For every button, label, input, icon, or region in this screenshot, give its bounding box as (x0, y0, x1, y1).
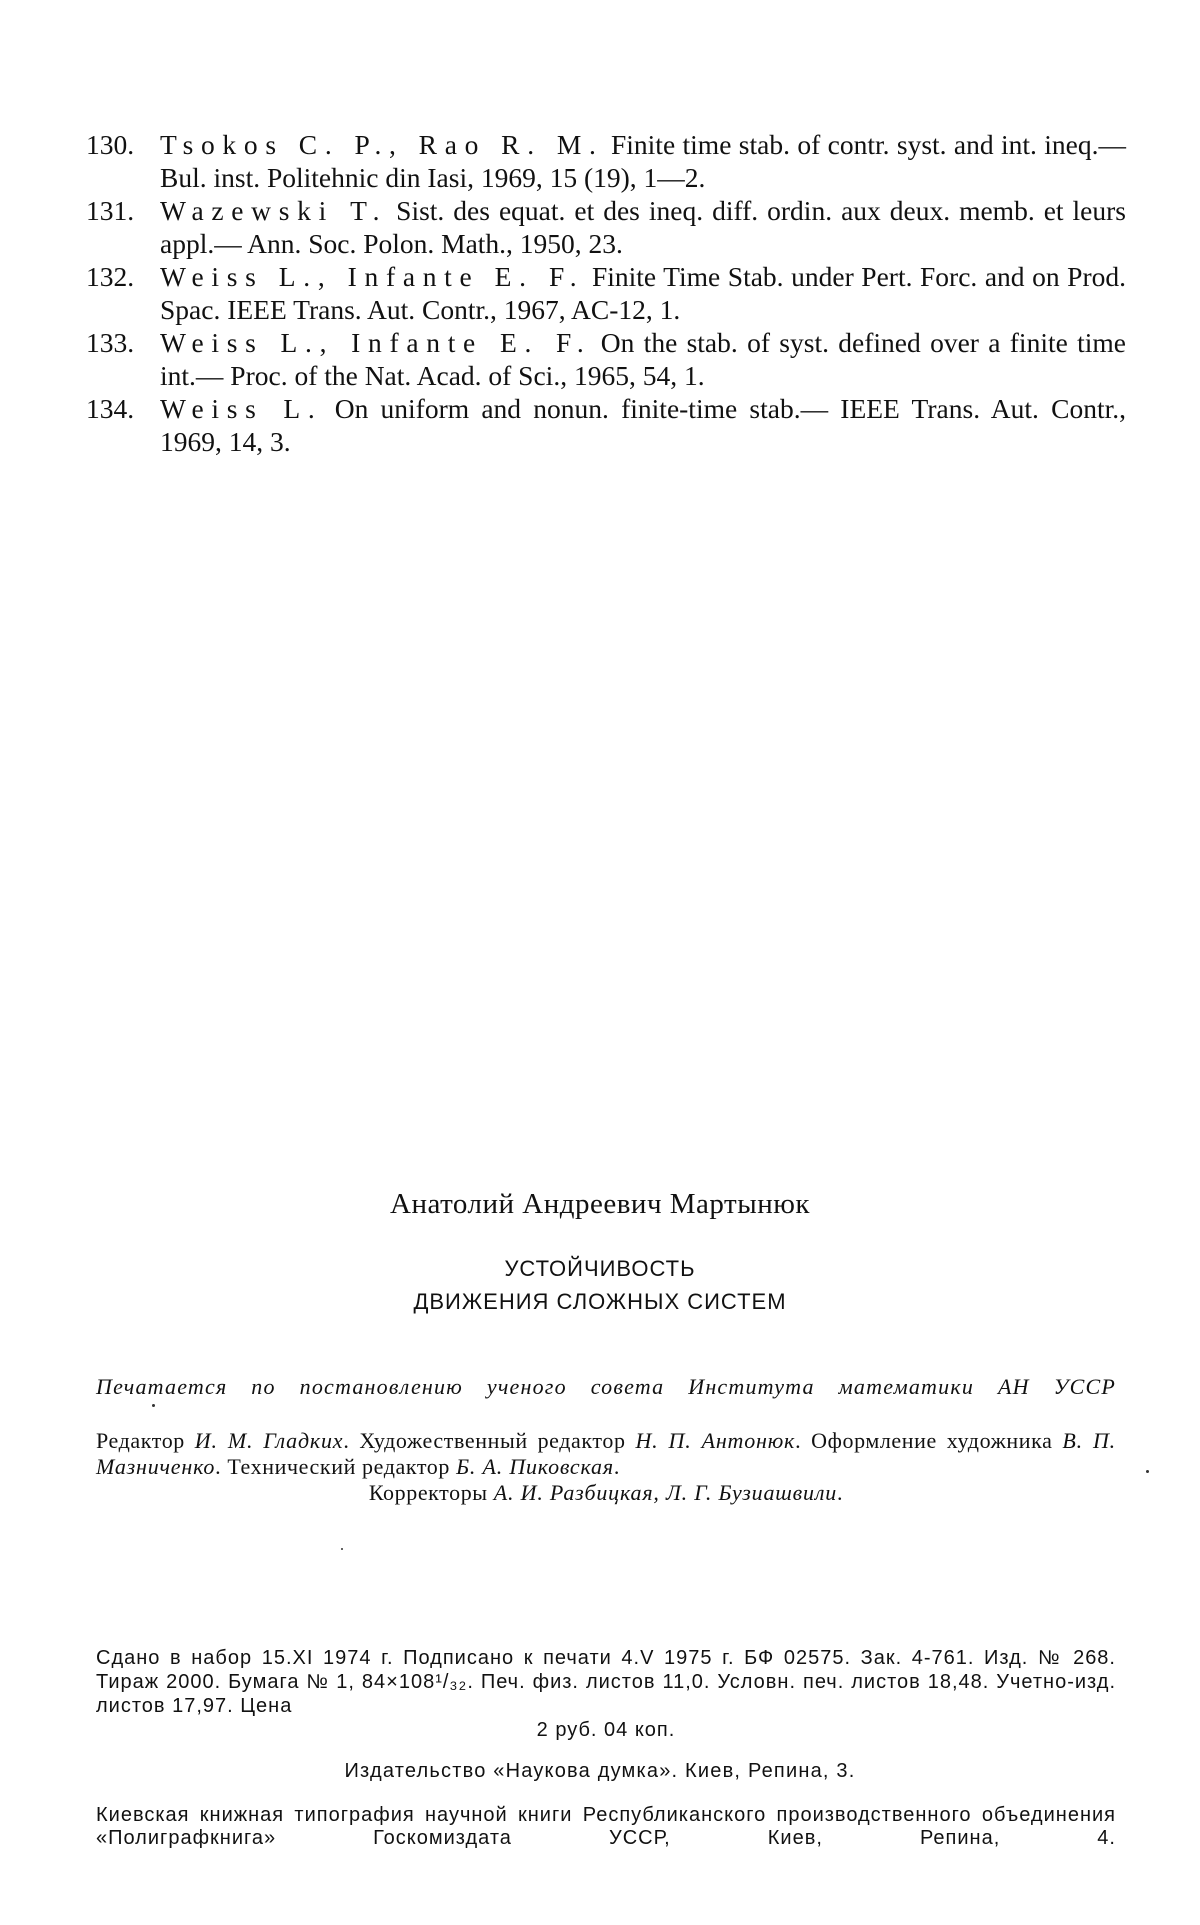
credit-text: . Оформление художника (795, 1428, 1063, 1453)
reference-text: Finite Time Stab. under Pert. Forc. and on Prod. Spac. IEEE Trans. Aut. Contr., 1967, AC-12, 1. (160, 261, 1126, 325)
reference-authors: Weiss L. (160, 393, 323, 424)
reference-item (86, 326, 1126, 392)
printer-imprint: Киевская книжная типография научной книги Республиканского производственного объединения «Полиграфкнига» Госкомиздата УССР, Киев, Репина, 4. (96, 1804, 1116, 1849)
reference-number: 130. (86, 129, 135, 160)
credit-text: . (837, 1480, 844, 1505)
reference-authors: Wazewski T. (160, 195, 388, 226)
reference-item (86, 260, 1126, 326)
credit-text: . Технический редактор (215, 1454, 457, 1479)
reference-text: On uniform and nonun. finite-time stab.— IEEE Trans. Aut. Contr., 1969, 14, 3. (160, 393, 1126, 457)
reference-item (86, 128, 1126, 194)
credit-text: . (613, 1454, 620, 1479)
print-speck (341, 1548, 343, 1550)
reference-text: Finite time stab. of contr. syst. and int. ineq.— Bul. inst. Politehnic din Iasi, 1969, 15 (19), 1—2. (160, 129, 1127, 193)
reference-authors: Tsokos C. P., Rao R. M. (160, 129, 604, 160)
art-editor-name: Н. П. Антонюк (635, 1428, 796, 1453)
designer-name: В. П. Мазниченко (96, 1428, 1116, 1479)
reference-number: 133. (86, 327, 135, 358)
book-title-line: УСТОЙЧИВОСТЬ (504, 1256, 696, 1281)
print-approval-note: Печатается по постановлению ученого совета Института математики АН УССР (96, 1374, 1116, 1399)
reference-item (86, 392, 1126, 458)
reference-list (86, 128, 1126, 458)
tech-editor-name: Б. А. Пиковская (456, 1454, 614, 1479)
book-author: Анатолий Андреевич Мартынюк (390, 1188, 810, 1220)
reference-number: 131. (86, 195, 135, 226)
reference-item (86, 194, 1126, 260)
reference-text: On the stab. of syst. defined over a finite time int.— Proc. of the Nat. Acad. of Sci., 1965, 54, 1. (160, 327, 1126, 391)
credit-text: . Художественный редактор (343, 1428, 636, 1453)
reference-number: 134. (86, 393, 135, 424)
reference-authors: Weiss L., Infante E. F. (160, 261, 585, 292)
print-speck (1146, 1470, 1149, 1473)
publication-details (96, 1646, 1116, 1742)
book-title-line: ДВИЖЕНИЯ СЛОЖНЫХ СИСТЕМ (413, 1289, 787, 1314)
reference-authors: Weiss L., Infante E. F. (160, 327, 592, 358)
price: 2 руб. 04 коп. (536, 1719, 676, 1741)
print-speck (152, 1404, 155, 1407)
production-info: Сдано в набор 15.XI 1974 г. Подписано к печати 4.V 1975 г. БФ 02575. Зак. 4-761. Изд. № 268. Тираж 2000. Бумага № 1, 84×108¹/₃₂. Печ. физ. листов 11,0. Условн. печ. листов 18,48. Учетно-изд. листов 17,97. Цена (96, 1647, 1116, 1717)
reference-number: 132. (86, 261, 135, 292)
credit-text: Корректоры (368, 1480, 494, 1505)
book-title (0, 1252, 1200, 1318)
editorial-credits (96, 1428, 1116, 1506)
credit-text: Редактор (96, 1428, 195, 1453)
publisher-imprint: Издательство «Наукова думка». Киев, Репина, 3. (344, 1760, 856, 1782)
proofreaders-line (96, 1480, 1116, 1506)
editor-name: И. М. Гладких (194, 1428, 344, 1453)
reference-text: Sist. des equat. et des ineq. diff. ordin. aux deux. memb. et leurs appl.— Ann. Soc. Polon. Math., 1950, 23. (160, 195, 1126, 259)
proofreaders-names: А. И. Разбицкая, Л. Г. Бузиашвили (493, 1480, 838, 1505)
